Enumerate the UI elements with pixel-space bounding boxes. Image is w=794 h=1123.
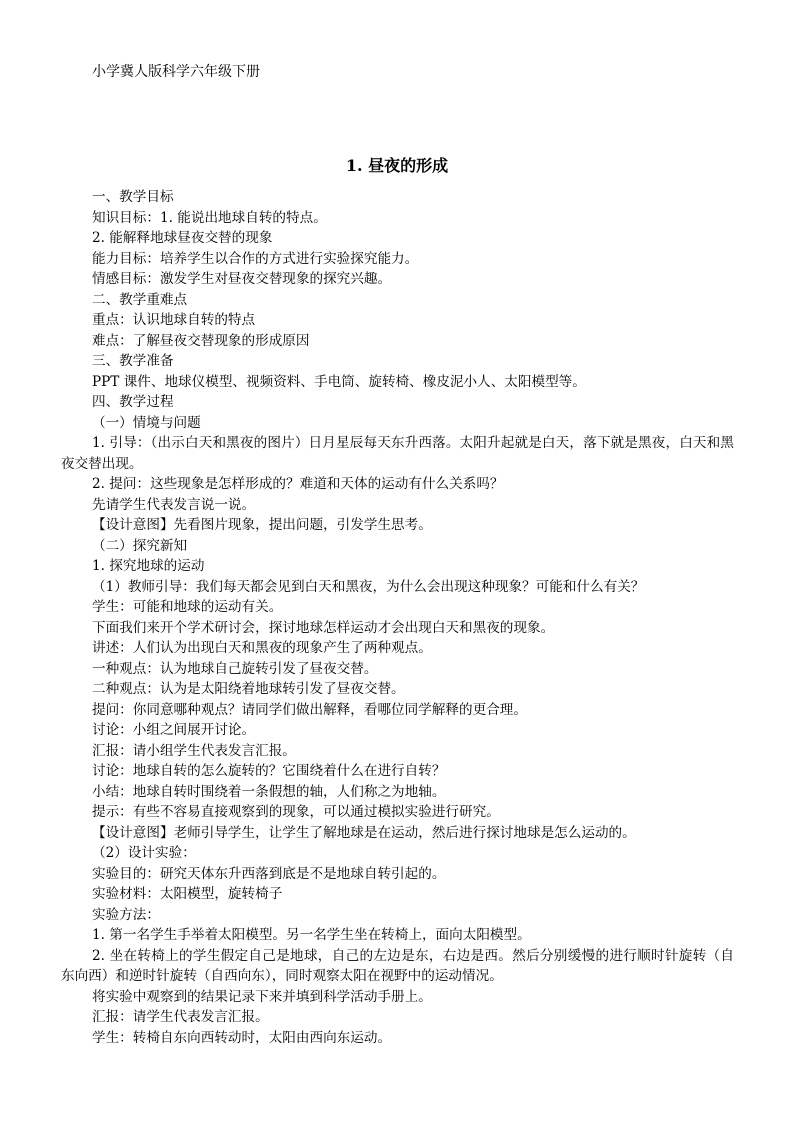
paragraph-wrapped: 1. 引导：（出示白天和黑夜的图片）日月星辰每天东升西落。太阳升起就是白天，落下就是黑夜，白天和黑夜交替出现。 [61,435,734,472]
lesson-title: 1. 昼夜的形成 [345,156,449,175]
paragraph-line: 难点：了解昼夜交替现象的形成原因 [92,332,310,349]
paragraph-line: 实验方法： [92,906,160,923]
paragraph-line: 学生：可能和地球的运动有关。 [92,599,283,615]
subsection-heading: （二）探究新知 [92,537,188,554]
paragraph-line: 提问：你同意哪种观点？请同学们做出解释，看哪位同学解释的更合理。 [92,701,527,718]
paragraph-line: 实验材料：太阳模型，旋转椅子 [92,886,283,902]
paragraph-line: 2. 能解释地球昼夜交替的现象 [92,230,273,246]
subsection-heading: （2）设计实验： [92,845,196,861]
paragraph-wrapped: 2. 坐在转椅上的学生假定自己是地球，自己的左边是东，右边是西。然后分别缓慢的进行顺时针旋转（自东向西）和逆时针旋转（自西向东），同时观察太阳在视野中的运动情况。 [61,947,734,984]
paragraph-line: 情感目标：激发学生对昼夜交替现象的探究兴趣。 [92,271,392,287]
paragraph-line: 汇报：请小组学生代表发言汇报。 [92,742,296,759]
subsection-heading: （一）情境与问题 [92,414,201,431]
section-heading: 四、教学过程 [92,394,174,410]
lesson-body [61,187,734,1048]
paragraph-line: 一种观点：认为地球自己旋转引发了昼夜交替。 [92,660,378,677]
paragraph-line: 讲述：人们认为出现白天和黑夜的现象产生了两种观点。 [92,640,432,656]
paragraph-line: 先请学生代表发言说一说。 [92,496,256,513]
paragraph-line: 知识目标：1. 能说出地球自转的特点。 [92,209,327,226]
section-heading: 一、教学目标 [92,189,174,205]
paragraph-line: 汇报：请学生代表发言汇报。 [92,1009,269,1025]
paragraph-line: 小结：地球自转时围绕着一条假想的轴，人们称之为地轴。 [92,783,446,800]
section-heading: 三、教学准备 [92,353,174,369]
paragraph-line: 学生：转椅自东向西转动时，太阳由西向东运动。 [92,1029,392,1046]
design-intent-note: 【设计意图】老师引导学生，让学生了解地球是在运动，然后进行探讨地球是怎么运动的。 [92,824,636,841]
design-intent-note: 【设计意图】先看图片现象，提出问题，引发学生思考。 [92,517,432,533]
paragraph-line: 提示：有些不容易直接观察到的现象，可以通过模拟实验进行研究。 [92,804,500,820]
paragraph-line: 讨论：地球自转的怎么旋转的？它围绕着什么在进行自转？ [92,763,446,779]
paragraph-line: （1）教师引导：我们每天都会见到白天和黑夜，为什么会出现这种现象？可能和什么有关？ [92,578,645,595]
paragraph-line: 重点：认识地球自转的特点 [92,312,256,328]
paragraph-line: 讨论：小组之间展开讨论。 [92,722,256,738]
page-header: 小学冀人版科学六年级下册 [92,64,260,80]
paragraph-line: 1. 探究地球的运动 [92,558,205,574]
section-heading: 二、教学重难点 [92,291,188,308]
paragraph-line: 下面我们来开个学术研讨会，探讨地球怎样运动才会出现白天和黑夜的现象。 [92,619,555,636]
paragraph-line: 二种观点：认为是太阳绕着地球转引发了昼夜交替。 [92,681,405,697]
paragraph-line: 2. 提问：这些现象是怎样形成的？难道和天体的运动有什么关系吗？ [92,476,504,492]
paragraph-line: 能力目标：培养学生以合作的方式进行实验探究能力。 [92,250,419,267]
paragraph-line: 1. 第一名学生手举着太阳模型。另一名学生坐在转椅上，面向太阳模型。 [92,927,531,943]
paragraph-line: 实验目的：研究天体东升西落到底是不是地球自转引起的。 [92,865,446,882]
paragraph-line: PPT 课件、地球仪模型、视频资料、手电筒、旋转椅、橡皮泥小人、太阳模型等。 [92,373,586,390]
paragraph-line: 将实验中观察到的结果记录下来并填到科学活动手册上。 [92,988,432,1005]
